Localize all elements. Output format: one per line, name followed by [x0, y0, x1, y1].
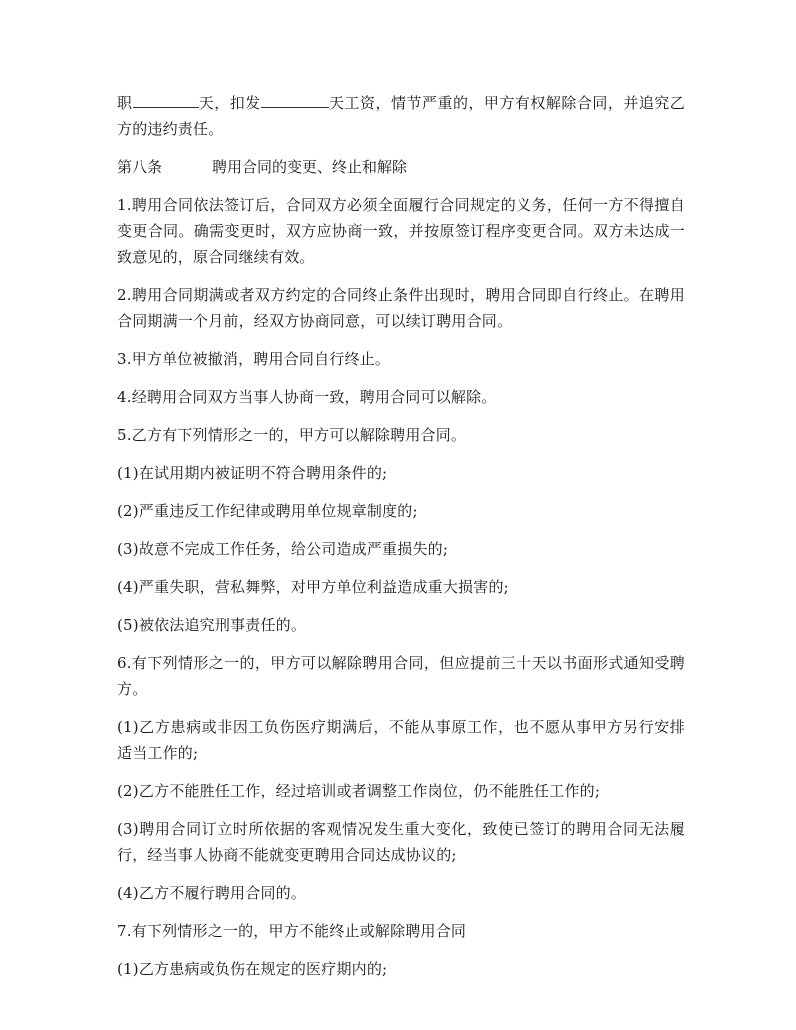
paragraph: 4.经聘用合同双方当事人协商一致，聘用合同可以解除。	[117, 388, 497, 406]
list-item: (1)在试用期内被证明不符合聘用条件的;	[117, 464, 388, 482]
list-item: (5)被依法追究刑事责任的。	[117, 616, 307, 634]
blank-line-days	[133, 91, 199, 108]
blank-line-wage-days	[261, 91, 329, 108]
list-item: (1)乙方患病或负伤在规定的医疗期内的;	[117, 960, 388, 978]
article-title: 聘用合同的变更、终止和解除	[212, 158, 408, 176]
list-item: (2)严重违反工作纪律或聘用单位规章制度的;	[117, 502, 418, 520]
paragraph: 6.有下列情形之一的，甲方可以解除聘用合同，但应提前三十天以书面形式通知受聘方。	[117, 654, 685, 698]
paragraph: 1.聘用合同依法签订后，合同双方必须全面履行合同规定的义务，任何一方不得擅自变更合同。确需变更时，双方应协商一致，并按原签订程序变更合同。双方未达成一致意见的，原合同继续有效。	[117, 196, 685, 266]
list-item: (3)聘用合同订立时所依据的客观情况发生重大变化，致使已签订的聘用合同无法履行，经当事人协商不能就变更聘用合同达成协议的;	[117, 820, 685, 864]
list-item: (4)乙方不履行聘用合同的。	[117, 884, 307, 902]
paragraph: 7.有下列情形之一的，甲方不能终止或解除聘用合同	[117, 922, 467, 940]
list-item: (4)严重失职，营私舞弊，对甲方单位利益造成重大损害的;	[117, 578, 509, 596]
intro-mid2: 天工资，情节严重的，甲方有权解除合同，并追究乙方的违约责任。	[117, 94, 685, 138]
intro-prefix: 职	[117, 94, 133, 112]
article-heading	[117, 154, 685, 180]
intro-paragraph	[117, 90, 685, 142]
paragraph: 3.甲方单位被撤消，聘用合同自行终止。	[117, 350, 391, 368]
intro-mid1: 天，扣发	[198, 94, 261, 112]
article-number: 第八条	[117, 158, 163, 176]
list-item: (3)故意不完成工作任务，给公司造成严重损失的;	[117, 540, 449, 558]
document-page	[117, 90, 685, 994]
paragraph: 5.乙方有下列情形之一的，甲方可以解除聘用合同。	[117, 426, 467, 444]
list-item: (1)乙方患病或非因工负伤医疗期满后，不能从事原工作，也不愿从事甲方另行安排适当工作的;	[117, 718, 685, 762]
list-item: (2)乙方不能胜任工作，经过培训或者调整工作岗位，仍不能胜任工作的;	[117, 782, 601, 800]
paragraph: 2.聘用合同期满或者双方约定的合同终止条件出现时，聘用合同即自行终止。在聘用合同期满一个月前，经双方协商同意，可以续订聘用合同。	[117, 286, 685, 330]
